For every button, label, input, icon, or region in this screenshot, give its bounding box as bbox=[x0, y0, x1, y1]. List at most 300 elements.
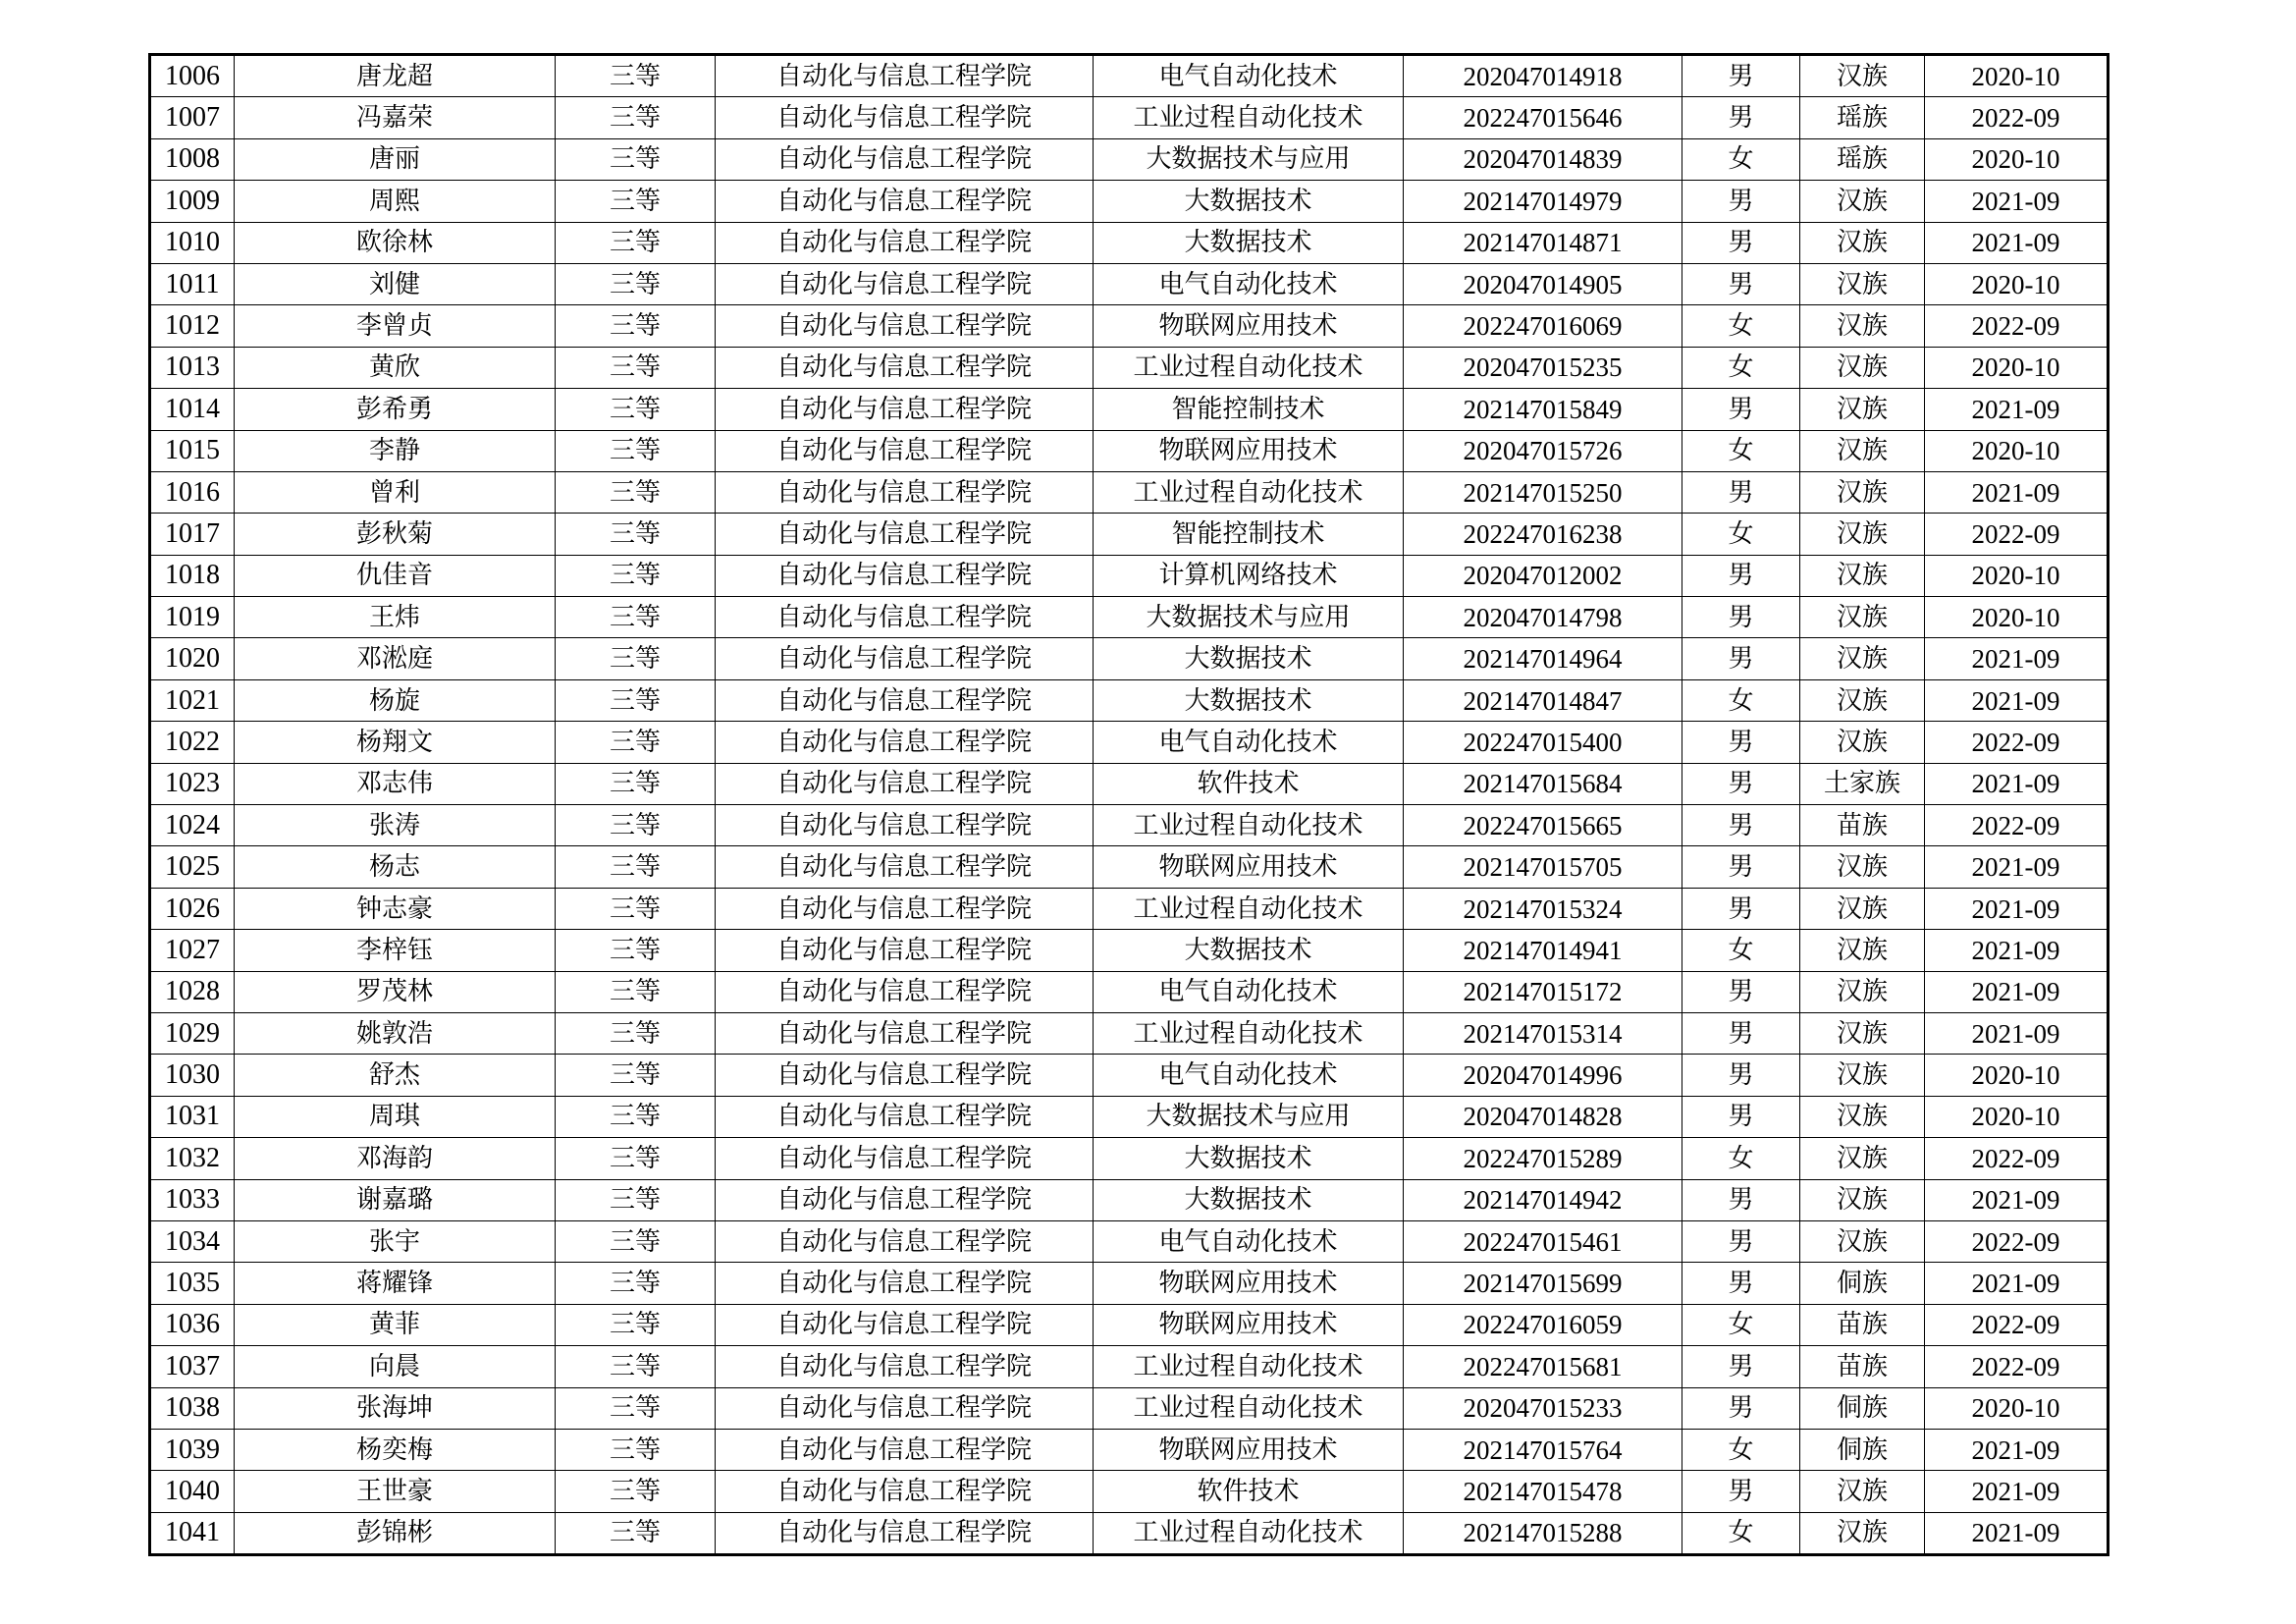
major-cell: 智能控制技术 bbox=[1094, 389, 1404, 430]
student-id-cell: 202247015665 bbox=[1404, 805, 1682, 846]
row-number-cell: 1039 bbox=[150, 1429, 235, 1470]
student-id-cell: 202147015172 bbox=[1404, 971, 1682, 1012]
table-row bbox=[150, 1055, 2109, 1096]
table-row bbox=[150, 888, 2109, 929]
student-name-cell: 黄欣 bbox=[235, 347, 556, 388]
gender-cell: 男 bbox=[1682, 1055, 1800, 1096]
row-number-cell: 1041 bbox=[150, 1512, 235, 1554]
college-cell: 自动化与信息工程学院 bbox=[716, 514, 1094, 555]
college-cell: 自动化与信息工程学院 bbox=[716, 805, 1094, 846]
enrollment-date-cell: 2022-09 bbox=[1925, 1346, 2109, 1387]
award-level-cell: 三等 bbox=[556, 971, 716, 1012]
gender-cell: 男 bbox=[1682, 555, 1800, 596]
student-id-cell: 202047014839 bbox=[1404, 138, 1682, 180]
college-cell: 自动化与信息工程学院 bbox=[716, 722, 1094, 763]
student-id-cell: 202147015849 bbox=[1404, 389, 1682, 430]
award-level-cell: 三等 bbox=[556, 846, 716, 888]
row-number-cell: 1025 bbox=[150, 846, 235, 888]
table-row bbox=[150, 1263, 2109, 1304]
award-level-cell: 三等 bbox=[556, 1179, 716, 1220]
student-name-cell: 邓淞庭 bbox=[235, 638, 556, 679]
college-cell: 自动化与信息工程学院 bbox=[716, 555, 1094, 596]
row-number-cell: 1040 bbox=[150, 1471, 235, 1512]
enrollment-date-cell: 2021-09 bbox=[1925, 971, 2109, 1012]
college-cell: 自动化与信息工程学院 bbox=[716, 222, 1094, 263]
row-number-cell: 1027 bbox=[150, 930, 235, 971]
enrollment-date-cell: 2020-10 bbox=[1925, 555, 2109, 596]
enrollment-date-cell: 2021-09 bbox=[1925, 679, 2109, 721]
student-name-cell: 冯嘉荣 bbox=[235, 97, 556, 138]
gender-cell: 女 bbox=[1682, 347, 1800, 388]
college-cell: 自动化与信息工程学院 bbox=[716, 305, 1094, 347]
row-number-cell: 1016 bbox=[150, 471, 235, 513]
ethnicity-cell: 汉族 bbox=[1800, 638, 1925, 679]
major-cell: 软件技术 bbox=[1094, 1471, 1404, 1512]
ethnicity-cell: 汉族 bbox=[1800, 1179, 1925, 1220]
major-cell: 工业过程自动化技术 bbox=[1094, 1387, 1404, 1429]
college-cell: 自动化与信息工程学院 bbox=[716, 971, 1094, 1012]
student-id-cell: 202147015288 bbox=[1404, 1512, 1682, 1554]
table-row bbox=[150, 722, 2109, 763]
student-name-cell: 李静 bbox=[235, 430, 556, 471]
ethnicity-cell: 汉族 bbox=[1800, 181, 1925, 222]
student-id-cell: 202047014996 bbox=[1404, 1055, 1682, 1096]
award-level-cell: 三等 bbox=[556, 181, 716, 222]
gender-cell: 男 bbox=[1682, 763, 1800, 804]
student-id-cell: 202147014964 bbox=[1404, 638, 1682, 679]
college-cell: 自动化与信息工程学院 bbox=[716, 597, 1094, 638]
major-cell: 物联网应用技术 bbox=[1094, 1304, 1404, 1345]
enrollment-date-cell: 2020-10 bbox=[1925, 1096, 2109, 1137]
ethnicity-cell: 汉族 bbox=[1800, 471, 1925, 513]
row-number-cell: 1007 bbox=[150, 97, 235, 138]
enrollment-date-cell: 2022-09 bbox=[1925, 514, 2109, 555]
table-row bbox=[150, 1220, 2109, 1262]
major-cell: 电气自动化技术 bbox=[1094, 971, 1404, 1012]
student-name-cell: 唐龙超 bbox=[235, 55, 556, 97]
student-id-cell: 202047012002 bbox=[1404, 555, 1682, 596]
ethnicity-cell: 汉族 bbox=[1800, 930, 1925, 971]
row-number-cell: 1017 bbox=[150, 514, 235, 555]
table-row bbox=[150, 846, 2109, 888]
student-id-cell: 202047014828 bbox=[1404, 1096, 1682, 1137]
student-name-cell: 周琪 bbox=[235, 1096, 556, 1137]
major-cell: 物联网应用技术 bbox=[1094, 1263, 1404, 1304]
ethnicity-cell: 汉族 bbox=[1800, 1138, 1925, 1179]
table-row bbox=[150, 55, 2109, 97]
row-number-cell: 1020 bbox=[150, 638, 235, 679]
student-id-cell: 202247015289 bbox=[1404, 1138, 1682, 1179]
student-name-cell: 仇佳音 bbox=[235, 555, 556, 596]
row-number-cell: 1011 bbox=[150, 263, 235, 304]
row-number-cell: 1019 bbox=[150, 597, 235, 638]
major-cell: 大数据技术 bbox=[1094, 679, 1404, 721]
gender-cell: 女 bbox=[1682, 679, 1800, 721]
award-level-cell: 三等 bbox=[556, 1012, 716, 1054]
student-id-cell: 202247015400 bbox=[1404, 722, 1682, 763]
table-row bbox=[150, 514, 2109, 555]
gender-cell: 男 bbox=[1682, 55, 1800, 97]
major-cell: 工业过程自动化技术 bbox=[1094, 1346, 1404, 1387]
major-cell: 大数据技术与应用 bbox=[1094, 138, 1404, 180]
major-cell: 工业过程自动化技术 bbox=[1094, 347, 1404, 388]
ethnicity-cell: 汉族 bbox=[1800, 430, 1925, 471]
enrollment-date-cell: 2021-09 bbox=[1925, 222, 2109, 263]
award-level-cell: 三等 bbox=[556, 222, 716, 263]
enrollment-date-cell: 2021-09 bbox=[1925, 1179, 2109, 1220]
college-cell: 自动化与信息工程学院 bbox=[716, 679, 1094, 721]
ethnicity-cell: 瑶族 bbox=[1800, 97, 1925, 138]
major-cell: 工业过程自动化技术 bbox=[1094, 888, 1404, 929]
award-level-cell: 三等 bbox=[556, 930, 716, 971]
college-cell: 自动化与信息工程学院 bbox=[716, 638, 1094, 679]
ethnicity-cell: 瑶族 bbox=[1800, 138, 1925, 180]
ethnicity-cell: 汉族 bbox=[1800, 971, 1925, 1012]
enrollment-date-cell: 2021-09 bbox=[1925, 1012, 2109, 1054]
major-cell: 电气自动化技术 bbox=[1094, 55, 1404, 97]
ethnicity-cell: 汉族 bbox=[1800, 1471, 1925, 1512]
gender-cell: 女 bbox=[1682, 138, 1800, 180]
major-cell: 智能控制技术 bbox=[1094, 514, 1404, 555]
student-id-cell: 202147014942 bbox=[1404, 1179, 1682, 1220]
gender-cell: 男 bbox=[1682, 805, 1800, 846]
award-level-cell: 三等 bbox=[556, 1304, 716, 1345]
table-row bbox=[150, 1387, 2109, 1429]
table-row bbox=[150, 971, 2109, 1012]
row-number-cell: 1022 bbox=[150, 722, 235, 763]
student-id-cell: 202147015250 bbox=[1404, 471, 1682, 513]
table-row bbox=[150, 389, 2109, 430]
ethnicity-cell: 汉族 bbox=[1800, 263, 1925, 304]
table-row bbox=[150, 1512, 2109, 1554]
gender-cell: 男 bbox=[1682, 1179, 1800, 1220]
award-level-cell: 三等 bbox=[556, 679, 716, 721]
award-level-cell: 三等 bbox=[556, 514, 716, 555]
row-number-cell: 1028 bbox=[150, 971, 235, 1012]
student-name-cell: 杨奕梅 bbox=[235, 1429, 556, 1470]
award-level-cell: 三等 bbox=[556, 97, 716, 138]
major-cell: 电气自动化技术 bbox=[1094, 1220, 1404, 1262]
major-cell: 大数据技术 bbox=[1094, 930, 1404, 971]
enrollment-date-cell: 2021-09 bbox=[1925, 181, 2109, 222]
award-level-cell: 三等 bbox=[556, 1346, 716, 1387]
row-number-cell: 1013 bbox=[150, 347, 235, 388]
gender-cell: 男 bbox=[1682, 1471, 1800, 1512]
student-id-cell: 202147015705 bbox=[1404, 846, 1682, 888]
major-cell: 工业过程自动化技术 bbox=[1094, 1012, 1404, 1054]
row-number-cell: 1012 bbox=[150, 305, 235, 347]
ethnicity-cell: 汉族 bbox=[1800, 305, 1925, 347]
award-level-cell: 三等 bbox=[556, 389, 716, 430]
student-name-cell: 钟志豪 bbox=[235, 888, 556, 929]
row-number-cell: 1024 bbox=[150, 805, 235, 846]
award-level-cell: 三等 bbox=[556, 1055, 716, 1096]
student-id-cell: 202247015681 bbox=[1404, 1346, 1682, 1387]
college-cell: 自动化与信息工程学院 bbox=[716, 1138, 1094, 1179]
college-cell: 自动化与信息工程学院 bbox=[716, 263, 1094, 304]
enrollment-date-cell: 2020-10 bbox=[1925, 1387, 2109, 1429]
student-name-cell: 张宇 bbox=[235, 1220, 556, 1262]
gender-cell: 男 bbox=[1682, 888, 1800, 929]
enrollment-date-cell: 2021-09 bbox=[1925, 1471, 2109, 1512]
student-name-cell: 蒋耀锋 bbox=[235, 1263, 556, 1304]
ethnicity-cell: 汉族 bbox=[1800, 389, 1925, 430]
enrollment-date-cell: 2020-10 bbox=[1925, 138, 2109, 180]
table-row bbox=[150, 930, 2109, 971]
student-id-cell: 202147015764 bbox=[1404, 1429, 1682, 1470]
table-row bbox=[150, 1429, 2109, 1470]
major-cell: 大数据技术 bbox=[1094, 638, 1404, 679]
gender-cell: 女 bbox=[1682, 930, 1800, 971]
student-name-cell: 姚敦浩 bbox=[235, 1012, 556, 1054]
major-cell: 物联网应用技术 bbox=[1094, 846, 1404, 888]
row-number-cell: 1008 bbox=[150, 138, 235, 180]
award-level-cell: 三等 bbox=[556, 805, 716, 846]
major-cell: 工业过程自动化技术 bbox=[1094, 471, 1404, 513]
major-cell: 大数据技术与应用 bbox=[1094, 597, 1404, 638]
college-cell: 自动化与信息工程学院 bbox=[716, 930, 1094, 971]
gender-cell: 女 bbox=[1682, 430, 1800, 471]
enrollment-date-cell: 2020-10 bbox=[1925, 1055, 2109, 1096]
enrollment-date-cell: 2022-09 bbox=[1925, 97, 2109, 138]
ethnicity-cell: 汉族 bbox=[1800, 846, 1925, 888]
student-name-cell: 彭锦彬 bbox=[235, 1512, 556, 1554]
student-id-cell: 202047015235 bbox=[1404, 347, 1682, 388]
enrollment-date-cell: 2021-09 bbox=[1925, 763, 2109, 804]
gender-cell: 女 bbox=[1682, 1429, 1800, 1470]
student-id-cell: 202247015646 bbox=[1404, 97, 1682, 138]
major-cell: 工业过程自动化技术 bbox=[1094, 97, 1404, 138]
table-row bbox=[150, 1012, 2109, 1054]
gender-cell: 男 bbox=[1682, 1012, 1800, 1054]
table-row bbox=[150, 1304, 2109, 1345]
table-row bbox=[150, 181, 2109, 222]
enrollment-date-cell: 2022-09 bbox=[1925, 305, 2109, 347]
row-number-cell: 1023 bbox=[150, 763, 235, 804]
award-level-cell: 三等 bbox=[556, 722, 716, 763]
ethnicity-cell: 汉族 bbox=[1800, 1012, 1925, 1054]
ethnicity-cell: 苗族 bbox=[1800, 805, 1925, 846]
student-name-cell: 邓海韵 bbox=[235, 1138, 556, 1179]
row-number-cell: 1038 bbox=[150, 1387, 235, 1429]
award-level-cell: 三等 bbox=[556, 138, 716, 180]
award-level-cell: 三等 bbox=[556, 1138, 716, 1179]
student-id-cell: 202147015324 bbox=[1404, 888, 1682, 929]
major-cell: 电气自动化技术 bbox=[1094, 1055, 1404, 1096]
enrollment-date-cell: 2021-09 bbox=[1925, 846, 2109, 888]
student-id-cell: 202147014871 bbox=[1404, 222, 1682, 263]
ethnicity-cell: 汉族 bbox=[1800, 722, 1925, 763]
major-cell: 电气自动化技术 bbox=[1094, 722, 1404, 763]
enrollment-date-cell: 2020-10 bbox=[1925, 55, 2109, 97]
enrollment-date-cell: 2020-10 bbox=[1925, 263, 2109, 304]
gender-cell: 男 bbox=[1682, 1387, 1800, 1429]
row-number-cell: 1030 bbox=[150, 1055, 235, 1096]
gender-cell: 男 bbox=[1682, 1263, 1800, 1304]
enrollment-date-cell: 2020-10 bbox=[1925, 347, 2109, 388]
ethnicity-cell: 汉族 bbox=[1800, 555, 1925, 596]
student-name-cell: 杨志 bbox=[235, 846, 556, 888]
table-row bbox=[150, 263, 2109, 304]
award-level-cell: 三等 bbox=[556, 555, 716, 596]
student-id-cell: 202247016238 bbox=[1404, 514, 1682, 555]
college-cell: 自动化与信息工程学院 bbox=[716, 471, 1094, 513]
table-row bbox=[150, 347, 2109, 388]
row-number-cell: 1029 bbox=[150, 1012, 235, 1054]
ethnicity-cell: 汉族 bbox=[1800, 347, 1925, 388]
gender-cell: 男 bbox=[1682, 97, 1800, 138]
student-id-cell: 202047014918 bbox=[1404, 55, 1682, 97]
ethnicity-cell: 汉族 bbox=[1800, 597, 1925, 638]
college-cell: 自动化与信息工程学院 bbox=[716, 1429, 1094, 1470]
enrollment-date-cell: 2020-10 bbox=[1925, 430, 2109, 471]
student-id-cell: 202147015478 bbox=[1404, 1471, 1682, 1512]
ethnicity-cell: 苗族 bbox=[1800, 1346, 1925, 1387]
student-name-cell: 李梓钰 bbox=[235, 930, 556, 971]
row-number-cell: 1037 bbox=[150, 1346, 235, 1387]
row-number-cell: 1021 bbox=[150, 679, 235, 721]
gender-cell: 男 bbox=[1682, 597, 1800, 638]
student-name-cell: 王炜 bbox=[235, 597, 556, 638]
gender-cell: 女 bbox=[1682, 1512, 1800, 1554]
student-name-cell: 周熙 bbox=[235, 181, 556, 222]
enrollment-date-cell: 2021-09 bbox=[1925, 1429, 2109, 1470]
college-cell: 自动化与信息工程学院 bbox=[716, 430, 1094, 471]
award-level-cell: 三等 bbox=[556, 888, 716, 929]
table-row bbox=[150, 138, 2109, 180]
college-cell: 自动化与信息工程学院 bbox=[716, 1055, 1094, 1096]
college-cell: 自动化与信息工程学院 bbox=[716, 1096, 1094, 1137]
college-cell: 自动化与信息工程学院 bbox=[716, 97, 1094, 138]
table-row bbox=[150, 97, 2109, 138]
student-name-cell: 欧徐林 bbox=[235, 222, 556, 263]
gender-cell: 男 bbox=[1682, 263, 1800, 304]
ethnicity-cell: 汉族 bbox=[1800, 1096, 1925, 1137]
gender-cell: 男 bbox=[1682, 1346, 1800, 1387]
award-level-cell: 三等 bbox=[556, 763, 716, 804]
major-cell: 物联网应用技术 bbox=[1094, 1429, 1404, 1470]
student-id-cell: 202247016069 bbox=[1404, 305, 1682, 347]
award-level-cell: 三等 bbox=[556, 1471, 716, 1512]
award-level-cell: 三等 bbox=[556, 263, 716, 304]
enrollment-date-cell: 2021-09 bbox=[1925, 471, 2109, 513]
student-name-cell: 刘健 bbox=[235, 263, 556, 304]
award-level-cell: 三等 bbox=[556, 1429, 716, 1470]
enrollment-date-cell: 2021-09 bbox=[1925, 1512, 2109, 1554]
award-level-cell: 三等 bbox=[556, 1387, 716, 1429]
major-cell: 大数据技术 bbox=[1094, 222, 1404, 263]
award-level-cell: 三等 bbox=[556, 305, 716, 347]
student-id-cell: 202047015233 bbox=[1404, 1387, 1682, 1429]
row-number-cell: 1033 bbox=[150, 1179, 235, 1220]
gender-cell: 男 bbox=[1682, 222, 1800, 263]
student-name-cell: 黄菲 bbox=[235, 1304, 556, 1345]
enrollment-date-cell: 2021-09 bbox=[1925, 389, 2109, 430]
award-level-cell: 三等 bbox=[556, 1263, 716, 1304]
table-row bbox=[150, 679, 2109, 721]
ethnicity-cell: 汉族 bbox=[1800, 679, 1925, 721]
enrollment-date-cell: 2022-09 bbox=[1925, 1220, 2109, 1262]
student-id-cell: 202047014798 bbox=[1404, 597, 1682, 638]
college-cell: 自动化与信息工程学院 bbox=[716, 1179, 1094, 1220]
table-row bbox=[150, 555, 2109, 596]
student-id-cell: 202147015314 bbox=[1404, 1012, 1682, 1054]
ethnicity-cell: 汉族 bbox=[1800, 888, 1925, 929]
award-level-cell: 三等 bbox=[556, 597, 716, 638]
college-cell: 自动化与信息工程学院 bbox=[716, 1263, 1094, 1304]
gender-cell: 男 bbox=[1682, 722, 1800, 763]
gender-cell: 男 bbox=[1682, 638, 1800, 679]
award-level-cell: 三等 bbox=[556, 1512, 716, 1554]
row-number-cell: 1006 bbox=[150, 55, 235, 97]
row-number-cell: 1018 bbox=[150, 555, 235, 596]
major-cell: 计算机网络技术 bbox=[1094, 555, 1404, 596]
table-row bbox=[150, 430, 2109, 471]
ethnicity-cell: 汉族 bbox=[1800, 222, 1925, 263]
gender-cell: 女 bbox=[1682, 305, 1800, 347]
award-level-cell: 三等 bbox=[556, 55, 716, 97]
ethnicity-cell: 汉族 bbox=[1800, 1512, 1925, 1554]
college-cell: 自动化与信息工程学院 bbox=[716, 1012, 1094, 1054]
table-row bbox=[150, 471, 2109, 513]
college-cell: 自动化与信息工程学院 bbox=[716, 888, 1094, 929]
major-cell: 软件技术 bbox=[1094, 763, 1404, 804]
table-row bbox=[150, 638, 2109, 679]
enrollment-date-cell: 2022-09 bbox=[1925, 722, 2109, 763]
enrollment-date-cell: 2022-09 bbox=[1925, 805, 2109, 846]
college-cell: 自动化与信息工程学院 bbox=[716, 181, 1094, 222]
ethnicity-cell: 汉族 bbox=[1800, 1055, 1925, 1096]
row-number-cell: 1014 bbox=[150, 389, 235, 430]
major-cell: 大数据技术 bbox=[1094, 181, 1404, 222]
enrollment-date-cell: 2022-09 bbox=[1925, 1138, 2109, 1179]
row-number-cell: 1009 bbox=[150, 181, 235, 222]
college-cell: 自动化与信息工程学院 bbox=[716, 1512, 1094, 1554]
ethnicity-cell: 汉族 bbox=[1800, 55, 1925, 97]
major-cell: 大数据技术 bbox=[1094, 1138, 1404, 1179]
award-level-cell: 三等 bbox=[556, 1096, 716, 1137]
table-row bbox=[150, 805, 2109, 846]
ethnicity-cell: 汉族 bbox=[1800, 1220, 1925, 1262]
table-row bbox=[150, 305, 2109, 347]
award-roster-table bbox=[148, 53, 2109, 1556]
student-name-cell: 王世豪 bbox=[235, 1471, 556, 1512]
gender-cell: 男 bbox=[1682, 471, 1800, 513]
college-cell: 自动化与信息工程学院 bbox=[716, 1304, 1094, 1345]
college-cell: 自动化与信息工程学院 bbox=[716, 763, 1094, 804]
major-cell: 电气自动化技术 bbox=[1094, 263, 1404, 304]
student-name-cell: 杨旋 bbox=[235, 679, 556, 721]
enrollment-date-cell: 2021-09 bbox=[1925, 930, 2109, 971]
gender-cell: 女 bbox=[1682, 1304, 1800, 1345]
student-name-cell: 李曾贞 bbox=[235, 305, 556, 347]
student-name-cell: 舒杰 bbox=[235, 1055, 556, 1096]
student-id-cell: 202147015699 bbox=[1404, 1263, 1682, 1304]
award-level-cell: 三等 bbox=[556, 347, 716, 388]
student-id-cell: 202147015684 bbox=[1404, 763, 1682, 804]
enrollment-date-cell: 2021-09 bbox=[1925, 888, 2109, 929]
student-name-cell: 彭希勇 bbox=[235, 389, 556, 430]
row-number-cell: 1010 bbox=[150, 222, 235, 263]
award-level-cell: 三等 bbox=[556, 638, 716, 679]
student-name-cell: 张海坤 bbox=[235, 1387, 556, 1429]
enrollment-date-cell: 2021-09 bbox=[1925, 638, 2109, 679]
student-name-cell: 唐丽 bbox=[235, 138, 556, 180]
major-cell: 工业过程自动化技术 bbox=[1094, 1512, 1404, 1554]
gender-cell: 男 bbox=[1682, 181, 1800, 222]
row-number-cell: 1034 bbox=[150, 1220, 235, 1262]
student-name-cell: 谢嘉璐 bbox=[235, 1179, 556, 1220]
